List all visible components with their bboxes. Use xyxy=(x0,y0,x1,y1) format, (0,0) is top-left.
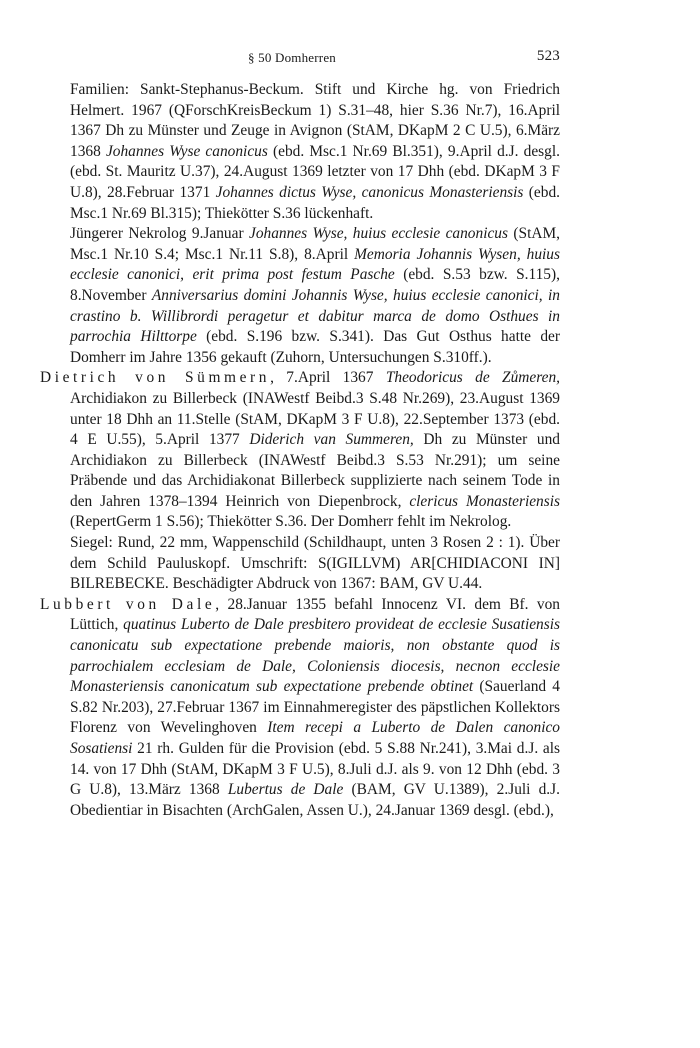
text-run: Siegel: Rund, 22 mm, Wappenschild (Schildhaupt, unten 3 Rosen 2 : 1). Über dem Schild Pauluskopf. Umschrift: S(IGILLVM) AR[CHIDIACONI IN] BILREBECKE. Beschädigter Abdruck von 1367: BAM, GV U.44. xyxy=(70,534,560,593)
latin-quotation: Lubertus de Dale xyxy=(227,781,344,799)
latin-quotation: Memoria Johannis Wysen, huius ecclesie canonici, erit prima post festum Pasche xyxy=(70,245,560,284)
text-run: (Sauerland 4 S.82 Nr.203), 27.Februar 1367 im Einnahmeregister des päpstlichen Kollektors Florenz von Wevelinghoven xyxy=(70,678,560,737)
paragraph xyxy=(40,533,560,595)
person-name: Lubbert von Dale xyxy=(40,595,216,613)
latin-quotation: Diderich van Summeren, xyxy=(249,431,414,449)
text-run: (RepertGerm 1 S.56); Thiekötter S.36. Der Domherr fehlt im Nekrolog. xyxy=(70,513,512,531)
latin-quotation: Anniversarius domini Johannis Wyse, huius ecclesie canonici, in crastino b. Willibrordi peragetur et dabitur marca de domo Osthues in parrochia Hilttorpe xyxy=(70,286,560,346)
text-run: (ebd. S.196 bzw. S.341). Das Gut Osthus hatte der Domherr im Jahre 1356 gekauft (Zuhorn, Untersuchungen S.310ff.). xyxy=(70,328,560,366)
text-run: (ebd. S.53 bzw. S.115), 8.November xyxy=(70,266,560,304)
paragraph xyxy=(40,80,560,224)
text-run: (BAM, GV U.1389), 2.Juli d.J. Obedientiar in Bisachten (ArchGalen, Assen U.), 24.Januar 1369 desgl. (ebd.), xyxy=(70,781,560,819)
text-run: , 28.Januar 1355 befahl Innocenz VI. dem Bf. von Lüttich, xyxy=(70,595,560,634)
text-run: (ebd. Msc.1 Nr.69 Bl.351), 9.April d.J. desgl. (ebd. St. Mauritz U.37), 24.August 1369 letzter von 17 Dhh (ebd. DKapM 3 F U.8), 28.Februar 1371 xyxy=(70,142,560,201)
paragraph xyxy=(40,224,560,368)
person-name: Dietrich von Sümmern xyxy=(40,369,271,387)
body-text xyxy=(40,80,560,821)
latin-quotation: Theodoricus de Zůmeren, xyxy=(385,369,560,387)
latin-quotation: clericus Monasteriensis xyxy=(409,492,560,510)
latin-quotation: quatinus Luberto de Dale presbitero provideat de ecclesie Susatiensis canonicatu sub expectatione prebende maioris, non obstante quod is parrochialem ecclesiam de Dale, Coloniensis diocesis, necnon ecclesie Monasteriensis canonicatum sub expectatione prebende obtinet xyxy=(70,616,561,696)
text-run: (StAM, Msc.1 Nr.10 S.4; Msc.1 Nr.11 S.8), 8.April xyxy=(70,225,560,263)
text-run: Jüngerer Nekrolog 9.Januar xyxy=(70,225,249,243)
latin-quotation: Johannes Wyse canonicus xyxy=(105,142,268,160)
text-run: Archidiakon zu Billerbeck (INAWestf Beibd.3 S.48 Nr.269), 23.August 1369 unter 18 Dhh an 11.Stelle (StAM, DKapM 3 F U.8), 22.September 1373 (ebd. 4 E U.55), 5.April 1377 xyxy=(70,389,560,449)
text-run: 21 rh. Gulden für die Provision (ebd. 5 S.88 Nr.241), 3.Mai d.J. als 14. von 17 Dhh (StAM, DKapM 3 F U.5), 8.Juli d.J. als 9. von 12 Dhh (ebd. 3 G U.8), 13.März 1368 xyxy=(70,740,560,799)
section-title: § 50 Domherren xyxy=(248,50,336,65)
latin-quotation: Item recepi a Luberto de Dalen canonico Sosatiensi xyxy=(70,719,560,757)
latin-quotation: Johannes dictus Wyse, canonicus Monasteriensis xyxy=(215,183,524,201)
text-run: , 7.April 1367 xyxy=(270,369,386,387)
page-number: 523 xyxy=(536,48,560,64)
text-run: (ebd. Msc.1 Nr.69 Bl.315); Thiekötter S.36 lückenhaft. xyxy=(70,183,560,222)
entry-heading-paragraph xyxy=(40,595,560,822)
entry-heading-paragraph xyxy=(40,368,560,533)
latin-quotation: Johannes Wyse, huius ecclesie canonicus xyxy=(248,225,508,243)
text-run: Dh zu Münster und Archidiakon zu Billerbeck (INAWestf Beibd.3 S.53 Nr.291); um seine Präbende und das Archidiakonat Billerbeck supplizierte nach seinem Tode in den Jahren 1378–1394 Heinrich von Diepenbrock, xyxy=(70,431,560,510)
text-run: Familien: Sankt-Stephanus-Beckum. Stift und Kirche hg. von Friedrich Helmert. 1967 (QForschKreisBeckum 1) S.31–48, hier S.36 Nr.7), 16.April 1367 Dh zu Münster und Zeuge in Avignon (StAM, DKapM 2 C U.5), 6.März 1368 xyxy=(70,81,560,160)
